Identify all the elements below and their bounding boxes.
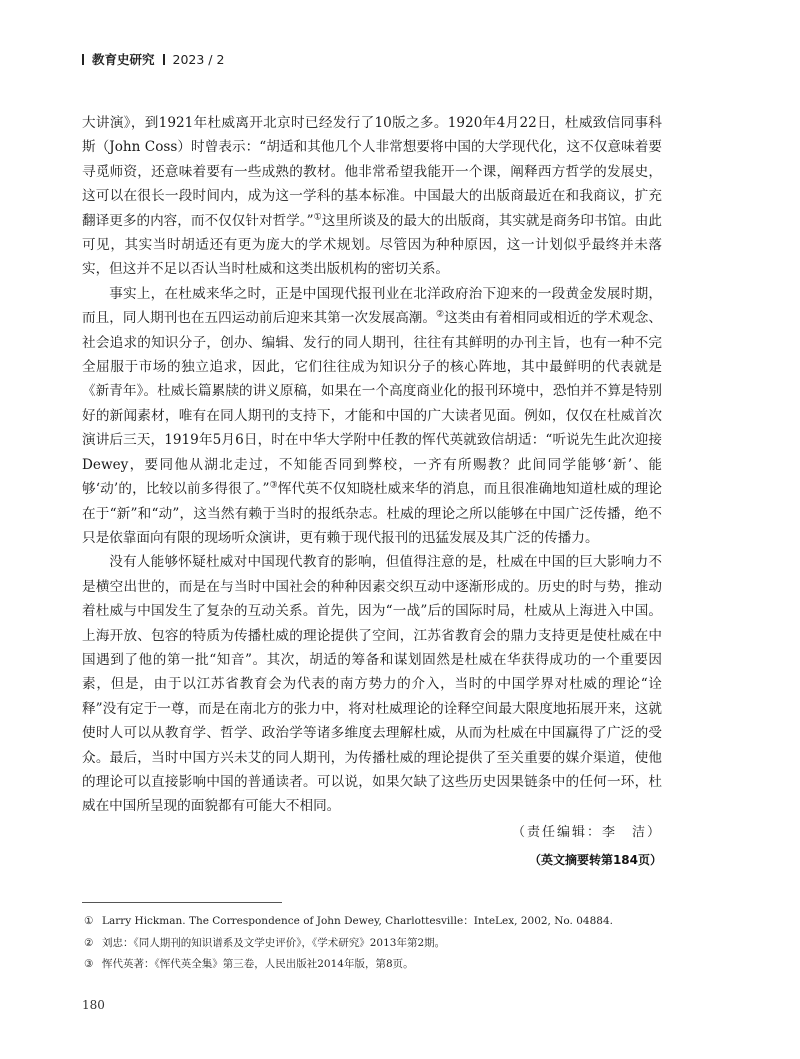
footnote-item	[84, 911, 664, 933]
footnote-mark: ①	[84, 915, 94, 927]
page-number: 180	[82, 998, 105, 1012]
paragraph-3	[82, 550, 662, 818]
issue-number: 2023 / 2	[172, 51, 225, 67]
header-divider	[82, 54, 84, 65]
footnote-ref-3[interactable]: ③	[269, 480, 278, 491]
footnote-item	[84, 954, 664, 976]
paragraph-text: 没有人能够怀疑杜威对中国现代教育的影响，但值得注意的是，杜威在中国的巨大影响力不是横空出世的，而是在与当时中国社会的种种因素交织互动中逐渐形成的。历史的时与势，推动着杜威与中国发生了复杂的互动关系。首先，因为“一战”后的国际时局，杜威从上海进入中国。上海开放、包容的特质为传播杜威的理论提供了空间，江苏省教育会的鼎力支持更是使杜威在中国遇到了他的第一批“知音”。其次，胡适的筹备和谋划固然是杜威在华获得成功的一个重要因素，但是，由于以江苏省教育会为代表的南方势力的介入，当时的中国学界对杜威的理论“诠释”没有定于一尊，而是在南北方的张力中，将对杜威理论的诠释空间最大限度地拓展开来，这就使时人可以从教育学、哲学、政治学等诸多维度去理解杜威，从而为杜威在中国赢得了广泛的受众。最后，当时中国方兴未艾的同人期刊，为传播杜威的理论提供了至关重要的媒介渠道，使他的理论可以直接影响中国的普通读者。可以说，如果欠缺了这些历史因果链条中的任何一环，杜威在中国所呈现的面貌都有可能大不相同。	[82, 554, 662, 815]
footnote-text: 刘忠：《同人期刊的知识谱系及文学史评价》，《学术研究》2013年第2期。	[102, 936, 446, 949]
footnote-item	[84, 933, 664, 955]
paragraph-text: 这类由有着相同或相近的学术观念、社会追求的知识分子，创办、编辑、发行的同人期刊，往往有其鲜明的办刊主旨，也有一种不完全屈服于市场的独立追求，因此，它们往往成为知识分子的核心阵地，其中最鲜明的代表就是《新青年》。杜威长篇累牍的讲义原稿，如果在一个高度商业化的报刊环境中，恐怕并不算是特别好的新闻素材，唯有在同人期刊的支持下，才能和中国的广大读者见面。例如，仅仅在杜威首次演讲后三天，1919年5月6日，时在中华大学附中任教的恽代英就致信胡适：“听说先生此次迎接Dewey，要同他从湖北走过，不知能否同到弊校，一齐有所赐教？此间同学能够‘新’、能够‘动’的，比较以前多得很了。”	[82, 310, 662, 498]
running-header	[82, 50, 224, 68]
abstract-continuation-note: （英文摘要转第184页）	[528, 853, 662, 867]
paragraph-2	[82, 282, 662, 550]
paragraph-text: 事实上，在杜威来华之时，正是中国现代报刊业在北洋政府治下迎来的一段黄金发展时期，而且，同人期刊也在五四运动前后迎来其第一次发展高潮。	[82, 285, 662, 327]
footnote-ref-2[interactable]: ②	[436, 309, 445, 320]
footnote-ref-1[interactable]: ①	[313, 212, 322, 223]
footnote-mark: ③	[84, 958, 94, 970]
footnote-text: Larry Hickman. The Correspondence of John Dewey, Charlottesville：InteLex, 2002, No. 04884.	[102, 915, 613, 927]
paragraph-text: 恽代英不仅知晓杜威来华的消息，而且很准确地知道杜威的理论在于“新”和“动”，这当然有赖于当时的报纸杂志。杜威的理论之所以能够在中国广泛传播，绝不只是依靠面向有限的现场听众演讲，更有赖于现代报刊的迅猛发展及其广泛的传播力。	[82, 481, 662, 546]
footnotes	[84, 911, 664, 976]
journal-title: 教育史研究	[92, 52, 155, 67]
paragraph-text: 大讲演》，到1921年杜威离开北京时已经发行了10版之多。1920年4月22日，杜威致信同事科斯（John Coss）时曾表示：“胡适和其他几个人非常想要将中国的大学现代化，这不仅意味着要寻觅师资，还意味着要有一些成熟的教材。他非常希望我能开一个课，阐释西方哲学的发展史，这可以在很长一段时间内，成为这一学科的基本标准。中国最大的出版商最近在和我商议，扩充翻译更多的内容，而不仅仅针对哲学。”	[82, 115, 662, 229]
paragraph-text: 这里所谈及的最大的出版商，其实就是商务印书馆。由此可见，其实当时胡适还有更为庞大的学术规划。尽管因为种种原因，这一计划似乎最终并未落实，但这并不足以否认当时杜威和这类出版机构的密切关系。	[82, 212, 662, 278]
footnote-text: 恽代英著：《恽代英全集》第三卷，人民出版社2014年版，第8页。	[102, 958, 414, 970]
paragraph-1	[82, 111, 662, 282]
footnote-mark: ②	[84, 936, 94, 949]
header-divider	[163, 54, 165, 65]
article-body	[82, 111, 662, 819]
footnote-divider	[82, 902, 282, 903]
responsible-editor: （责任编辑：李 洁）	[511, 825, 662, 840]
